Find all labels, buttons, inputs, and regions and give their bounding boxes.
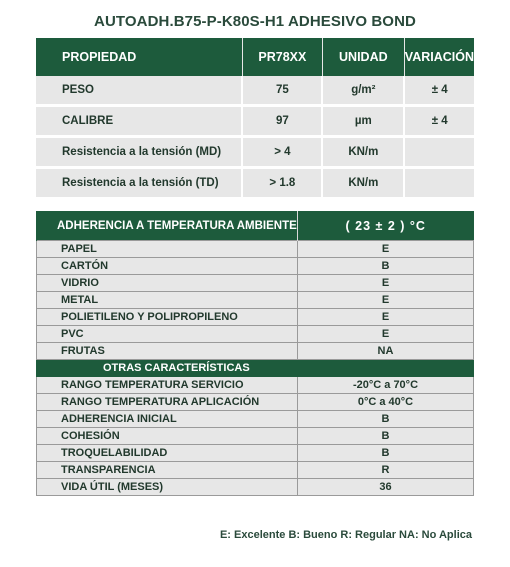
property-name: Resistencia a la tensión (MD) <box>36 137 242 168</box>
property-unit: µm <box>322 106 404 137</box>
table-row <box>37 411 474 428</box>
property-variation: ± 4 <box>404 106 474 137</box>
table-row <box>37 326 474 343</box>
table-row <box>37 377 474 394</box>
property-unit: KN/m <box>322 137 404 168</box>
adherence-table <box>36 211 474 496</box>
characteristic-value: B <box>298 428 474 445</box>
table-row <box>36 76 474 106</box>
material-rating: E <box>298 326 474 343</box>
adherence-header-row <box>37 211 474 241</box>
property-value: > 4 <box>242 137 322 168</box>
material-name: PAPEL <box>37 241 298 258</box>
section-title-fill <box>298 360 474 377</box>
characteristic-name: TROQUELABILIDAD <box>37 445 298 462</box>
material-rating: E <box>298 241 474 258</box>
characteristic-name: VIDA ÚTIL (MESES) <box>37 479 298 496</box>
characteristic-value: -20°C a 70°C <box>298 377 474 394</box>
property-variation <box>404 168 474 199</box>
characteristic-value: 36 <box>298 479 474 496</box>
characteristic-name: TRANSPARENCIA <box>37 462 298 479</box>
properties-table <box>36 38 474 200</box>
property-value: 97 <box>242 106 322 137</box>
material-rating: E <box>298 309 474 326</box>
material-rating: B <box>298 258 474 275</box>
header-pr78xx: PR78XX <box>242 38 322 76</box>
section-title-otras-caracteristicas: OTRAS CARACTERÍSTICAS <box>37 360 298 377</box>
material-name: METAL <box>37 292 298 309</box>
table-row <box>37 275 474 292</box>
characteristic-name: COHESIÓN <box>37 428 298 445</box>
characteristic-value: 0°C a 40°C <box>298 394 474 411</box>
table-row <box>36 106 474 137</box>
characteristic-value: B <box>298 445 474 462</box>
header-variacion: VARIACIÓN <box>404 38 474 76</box>
table-row <box>37 445 474 462</box>
section-header-row <box>37 360 474 377</box>
properties-header-row <box>36 38 474 76</box>
property-name: CALIBRE <box>36 106 242 137</box>
property-name: PESO <box>36 76 242 106</box>
characteristic-name: RANGO TEMPERATURA SERVICIO <box>37 377 298 394</box>
table-row <box>37 292 474 309</box>
table-row <box>37 462 474 479</box>
material-rating: E <box>298 275 474 292</box>
characteristic-name: ADHERENCIA INICIAL <box>37 411 298 428</box>
header-unidad: UNIDAD <box>322 38 404 76</box>
adherence-header-temperature: ( 23 ± 2 ) °C <box>298 211 474 241</box>
property-variation: ± 4 <box>404 76 474 106</box>
material-name: VIDRIO <box>37 275 298 292</box>
property-name: Resistencia a la tensión (TD) <box>36 168 242 199</box>
adherence-header-label: ADHERENCIA A TEMPERATURA AMBIENTE <box>37 211 298 241</box>
table-row <box>37 343 474 360</box>
property-unit: g/m² <box>322 76 404 106</box>
header-propiedad: PROPIEDAD <box>36 38 242 76</box>
rating-legend: E: Excelente B: Bueno R: Regular NA: No Aplica <box>219 529 472 541</box>
table-row <box>36 168 474 199</box>
material-rating: E <box>298 292 474 309</box>
table-row <box>37 428 474 445</box>
material-name: FRUTAS <box>37 343 298 360</box>
table-row <box>37 479 474 496</box>
material-name: CARTÓN <box>37 258 298 275</box>
characteristic-value: B <box>298 411 474 428</box>
property-value: > 1.8 <box>242 168 322 199</box>
property-value: 75 <box>242 76 322 106</box>
property-variation <box>404 137 474 168</box>
material-name: PVC <box>37 326 298 343</box>
table-row <box>37 241 474 258</box>
characteristic-value: R <box>298 462 474 479</box>
material-rating: NA <box>298 343 474 360</box>
table-row <box>37 394 474 411</box>
table-row <box>36 137 474 168</box>
document-title: AUTOADH.B75-P-K80S-H1 ADHESIVO BOND <box>94 13 416 30</box>
table-row <box>37 258 474 275</box>
characteristic-name: RANGO TEMPERATURA APLICACIÓN <box>37 394 298 411</box>
property-unit: KN/m <box>322 168 404 199</box>
table-row <box>37 309 474 326</box>
material-name: POLIETILENO Y POLIPROPILENO <box>37 309 298 326</box>
